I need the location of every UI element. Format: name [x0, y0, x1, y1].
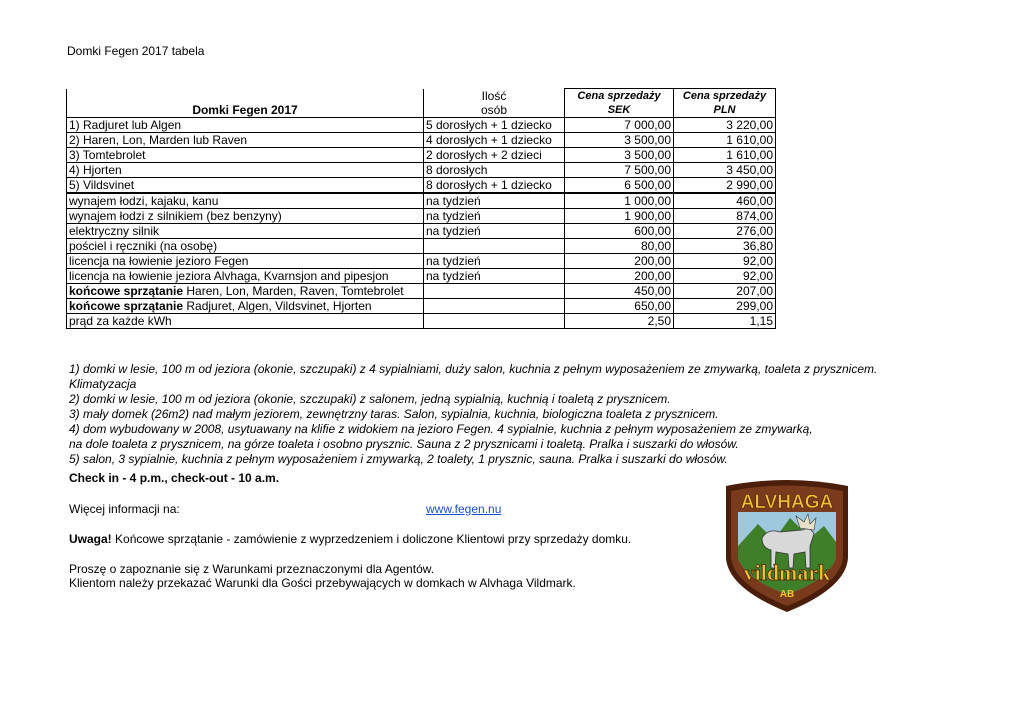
row-name: 4) Hjorten: [67, 163, 424, 178]
more-info-label: Więcej informacji na:: [69, 502, 180, 516]
header-price-pln: [674, 89, 776, 118]
row-persons: na tydzień: [424, 224, 565, 239]
row-pln: 207,00: [674, 284, 776, 299]
row-name-rest: Haren, Lon, Marden, Raven, Tomtebrolet: [183, 284, 404, 298]
row-sek: 3 500,00: [565, 148, 674, 163]
row-pln: 1 610,00: [674, 148, 776, 163]
row-persons: na tydzień: [424, 209, 565, 224]
price-table: [66, 88, 776, 329]
row-sek: 7 000,00: [565, 118, 674, 133]
row-pln: 276,00: [674, 224, 776, 239]
warning-label: Uwaga!: [69, 532, 112, 546]
note-line: 2) domki w lesie, 100 m od jeziora (okonie, szczupaki) z salonem, jedną sypialnią, kuchnią i toaletą z prysznicem.: [69, 392, 671, 406]
row-persons: na tydzień: [424, 193, 565, 209]
table-row: [67, 254, 776, 269]
row-sek: 200,00: [565, 269, 674, 284]
row-persons: [424, 284, 565, 299]
row-name-bold: końcowe sprzątanie: [69, 284, 184, 298]
row-name: wynajem łodzi, kajaku, kanu: [67, 193, 424, 209]
row-persons: 5 dorosłych + 1 dziecko: [424, 118, 565, 133]
row-pln: 92,00: [674, 269, 776, 284]
note-line: 1) domki w lesie, 100 m od jeziora (okonie, szczupaki) z 4 sypialniami, duży salon, kuchnia z pełnym wyposażeniem ze zmywarką, toaleta z prysznicem.: [69, 362, 878, 376]
row-persons: na tydzień: [424, 269, 565, 284]
row-pln: 460,00: [674, 193, 776, 209]
row-name: licencja na łowienie jeziora Alvhaga, Kvarnsjon and pipesjon: [67, 269, 424, 284]
agents-note: [69, 562, 576, 590]
row-name-rest: Radjuret, Algen, Vildsvinet, Hjorten: [183, 299, 372, 313]
row-pln: 3 450,00: [674, 163, 776, 178]
row-pln: 36,80: [674, 239, 776, 254]
website-link[interactable]: www.fegen.nu: [426, 502, 502, 516]
table-row: [67, 284, 776, 299]
row-sek: 450,00: [565, 284, 674, 299]
note-line: Klimatyzacja: [69, 377, 137, 391]
table-row: [67, 239, 776, 254]
row-sek: 2,50: [565, 314, 674, 329]
warning-text: Końcowe sprzątanie - zamówienie z wyprzedzeniem i doliczone Klientowi przy sprzedaży domku.: [111, 532, 632, 546]
header-price-sek: [565, 89, 674, 118]
row-pln: 2 990,00: [674, 178, 776, 194]
row-sek: 7 500,00: [565, 163, 674, 178]
row-name: [67, 299, 424, 314]
row-name: 2) Haren, Lon, Marden lub Raven: [67, 133, 424, 148]
header-persons-line1: Ilość: [481, 89, 507, 103]
row-sek: 6 500,00: [565, 178, 674, 194]
moose-shield-logo-icon: [718, 476, 856, 614]
header-cottages: Domki Fegen 2017: [67, 89, 424, 118]
row-name: 1) Radjuret lub Algen: [67, 118, 424, 133]
row-persons: 8 dorosłych + 1 dziecko: [424, 178, 565, 194]
row-name-bold: końcowe sprzątanie: [69, 299, 184, 313]
note-line: 3) mały domek (26m2) nad małym jeziorem, zewnętrzny taras. Salon, sypialnia, kuchnia, biologiczna toaleta z prysznicem.: [69, 407, 719, 421]
row-sek: 1 900,00: [565, 209, 674, 224]
header-pln-line2: PLN: [713, 104, 736, 116]
row-name: 5) Vildsvinet: [67, 178, 424, 194]
row-persons: 4 dorosłych + 1 dziecko: [424, 133, 565, 148]
row-sek: 600,00: [565, 224, 674, 239]
table-row: [67, 209, 776, 224]
table-row: [67, 118, 776, 133]
row-name: elektryczny silnik: [67, 224, 424, 239]
row-persons: [424, 299, 565, 314]
logo-top-text: ALVHAGA: [740, 492, 834, 513]
note-line: 4) dom wybudowany w 2008, usytuawany na klifie z widokiem na jezioro Fegen. 4 sypialnie, kuchnia z pełnym wyposażeniem ze zmywarką,: [69, 422, 813, 436]
table-row: [67, 314, 776, 329]
table-row: [67, 193, 776, 209]
row-sek: 200,00: [565, 254, 674, 269]
row-pln: 1 610,00: [674, 133, 776, 148]
logo-main-text: vildmark: [743, 560, 831, 585]
row-name: pościel i ręczniki (na osobę): [67, 239, 424, 254]
header-pln-line1: Cena sprzedaży: [682, 90, 767, 102]
table-row: [67, 163, 776, 178]
row-persons: [424, 314, 565, 329]
row-name: wynajem łodzi z silnikiem (bez benzyny): [67, 209, 424, 224]
row-pln: 1,15: [674, 314, 776, 329]
row-persons: na tydzień: [424, 254, 565, 269]
table-row: [67, 133, 776, 148]
row-name: 3) Tomtebrolet: [67, 148, 424, 163]
row-pln: 92,00: [674, 254, 776, 269]
row-name: licencja na łowienie jezioro Fegen: [67, 254, 424, 269]
row-sek: 80,00: [565, 239, 674, 254]
table-row: [67, 224, 776, 239]
table-header-row: [67, 89, 776, 118]
logo-sub-text: AB: [779, 589, 795, 600]
agents-line-2: Klientom należy przekazać Warunki dla Gości przebywających w domkach w Alvhaga Vildmark.: [69, 576, 576, 590]
note-line: 5) salon, 3 sypialnie, kuchnia z pełnym wyposażeniem i zmywarką, 2 toalety, 1 prysznic, sauna. Pralka i suszarki do włosów.: [69, 452, 728, 466]
warning-note: [69, 532, 631, 546]
row-persons: [424, 239, 565, 254]
agents-line-1: Proszę o zapoznanie się z Warunkami przeznaczonymi dla Agentów.: [69, 562, 435, 576]
table-row: [67, 269, 776, 284]
header-persons: [424, 89, 565, 118]
page-title: Domki Fegen 2017 tabela: [67, 44, 205, 58]
header-sek-line2: SEK: [607, 104, 631, 116]
row-sek: 650,00: [565, 299, 674, 314]
checkin-info: Check in - 4 p.m., check-out - 10 a.m.: [69, 471, 280, 485]
header-sek-line1: Cena sprzedaży: [577, 90, 661, 102]
row-persons: 2 dorosłych + 2 dzieci: [424, 148, 565, 163]
row-sek: 3 500,00: [565, 133, 674, 148]
note-line: na dole toaleta z prysznicem, na górze toaleta i osobno prysznic. Sauna z 2 prysznicami i toaletą. Pralka i suszarki do włosów.: [69, 437, 739, 451]
cottage-descriptions: [69, 362, 929, 467]
table-row: [67, 148, 776, 163]
table-row: [67, 299, 776, 314]
row-pln: 3 220,00: [674, 118, 776, 133]
table-row: [67, 178, 776, 194]
row-name: prąd za każde kWh: [67, 314, 424, 329]
row-pln: 299,00: [674, 299, 776, 314]
header-persons-line2: osób: [480, 103, 508, 117]
row-pln: 874,00: [674, 209, 776, 224]
row-name: [67, 284, 424, 299]
row-persons: 8 dorosłych: [424, 163, 565, 178]
row-sek: 1 000,00: [565, 193, 674, 209]
